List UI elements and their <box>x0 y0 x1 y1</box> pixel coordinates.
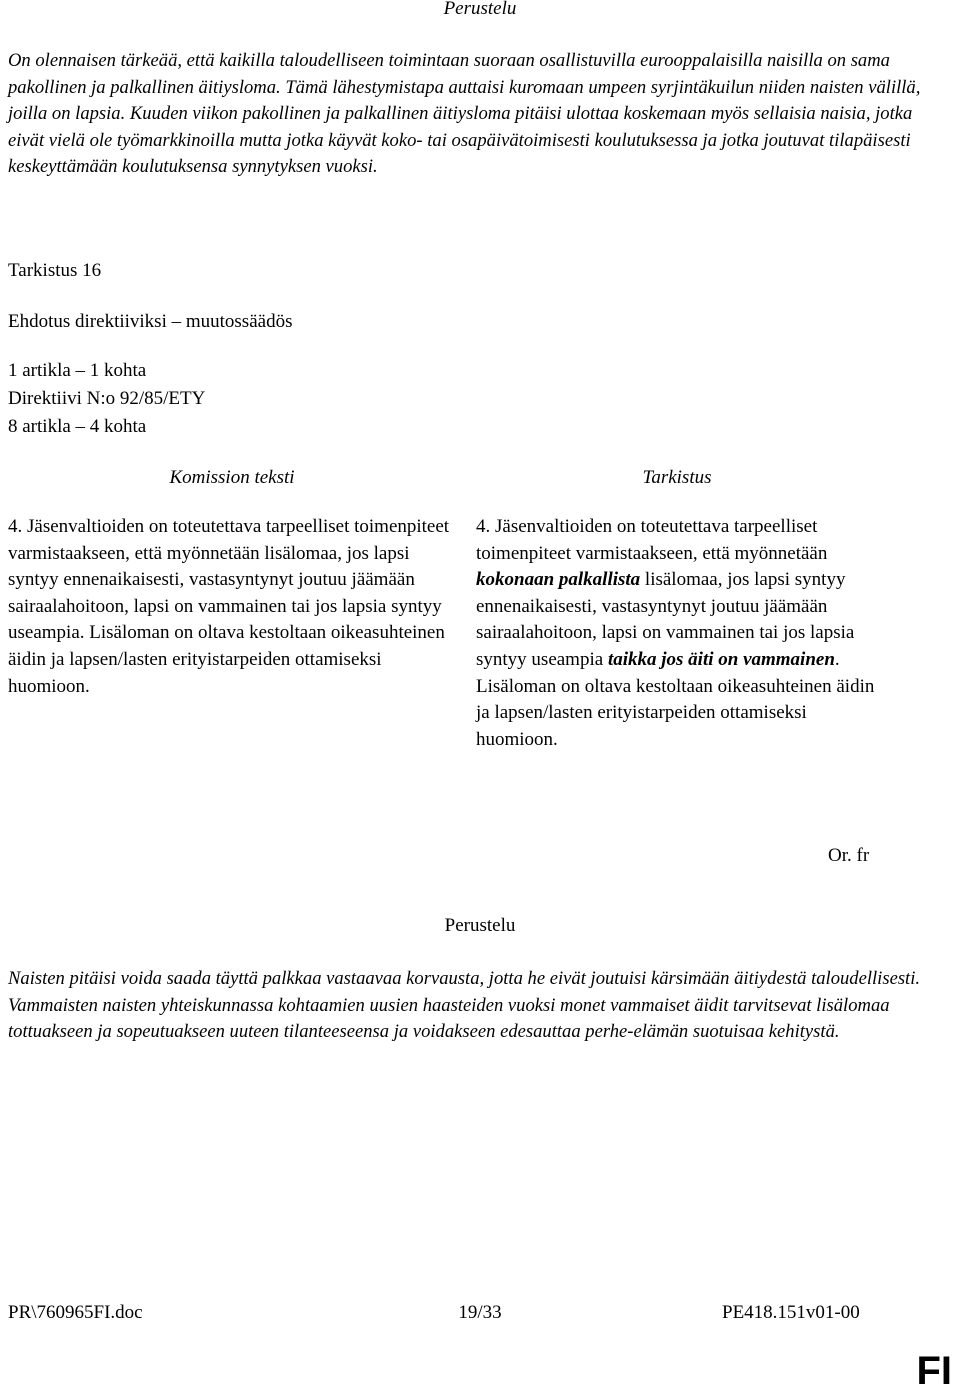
footer-pe-ref: PE418.151v01-00 <box>722 1302 860 1323</box>
justification-heading-bottom: Perustelu <box>444 915 516 936</box>
sub-article-line: 8 artikla – 4 kohta <box>8 416 147 437</box>
article-reference <box>8 357 205 441</box>
commission-text-heading: Komission teksti <box>169 467 295 488</box>
directive-line: Direktiivi N:o 92/85/ETY <box>8 388 206 409</box>
commission-text: 4. Jäsenvaltioiden on toteutettava tarpeelliset toimenpiteet varmistaakseen, että myönnetään lisälomaa, jos lapsi syntyy ennenaikaisesti, vastasyntynyt joutuu jäämään sairaalahoitoon, lapsi on vammainen tai jos lapsia syntyy useampia. Lisäloman on oltava kestoltaan oikeasuhteinen äidin ja lapsen/lasten erityistarpeiden ottamiseksi huomioon. <box>8 516 450 697</box>
footer-page-number: 19/33 <box>458 1302 502 1323</box>
amendment-text-part: 4. Jäsenvaltioiden on toteutettava tarpeelliset toimenpiteet varmistaakseen, että myönnetään <box>476 516 828 564</box>
justification-text-bottom: Naisten pitäisi voida saada täyttä palkkaa vastaavaa korvausta, jotta he eivät joutuisi kärsimään äitiydestä taloudellisesti. Vammaisten naisten yhteiskunnassa kohtaamien uusien haasteiden vuoksi monet vammaiset äidit tarvitsevat lisälomaa tottuakseen ja sopeutuakseen uuteen tilanteeseensa ja voidakseen edesauttaa perhe-elämän suotuisaa kehitystä. <box>8 968 921 1043</box>
amendment-text-part: lisälomaa, jos lapsi syntyy ennenaikaisesti, vastasyntynyt joutuu jäämään sairaalahoitoon, lapsi on vammainen tai jos lapsia syntyy useampia <box>476 569 855 670</box>
amendment-text-change: kokonaan palkallista <box>476 569 641 591</box>
amendment-text-change: taikka jos äiti on vammainen <box>607 648 835 670</box>
article-line: 1 artikla – 1 kohta <box>8 360 147 381</box>
language-badge: FI <box>916 1349 952 1393</box>
justification-heading-top: Perustelu <box>443 0 517 19</box>
amendment-text-part: . Lisäloman on oltava kestoltaan oikeasuhteinen äidin ja lapsen/lasten erityistarpeiden ottamiseksi huomioon. <box>476 648 875 750</box>
amendment-heading: Tarkistus <box>642 467 712 488</box>
justification-text-top: On olennaisen tärkeää, että kaikilla taloudelliseen toimintaan suoraan osallistuvilla eurooppalaisilla naisilla on sama pakollinen ja palkallinen äitiysloma. Tämä lähestymistapa auttaisi kuromaan umpeen syrjintäkuilun niiden naisten välillä, joilla on lapsia. Kuuden viikon pakollinen ja palkallinen äitiysloma pitäisi ulottaa koskemaan myös sellaisia naisia, jotka eivät vielä ole työmarkkinoilla mutta jotka käyvät koko- tai osapäivätoimisesti koulutuksessa ja jotka joutuvat tilapäisesti keskeyttämään koulutuksensa synnytyksen vuoksi. <box>8 50 921 178</box>
amendment-title: Tarkistus 16 <box>8 260 102 281</box>
amendment-text <box>476 514 886 753</box>
original-language-note: Or. fr <box>828 845 870 866</box>
footer-doc-ref: PR\760965FI.doc <box>8 1302 143 1323</box>
proposal-title: Ehdotus direktiiviksi – muutossäädös <box>8 311 293 332</box>
